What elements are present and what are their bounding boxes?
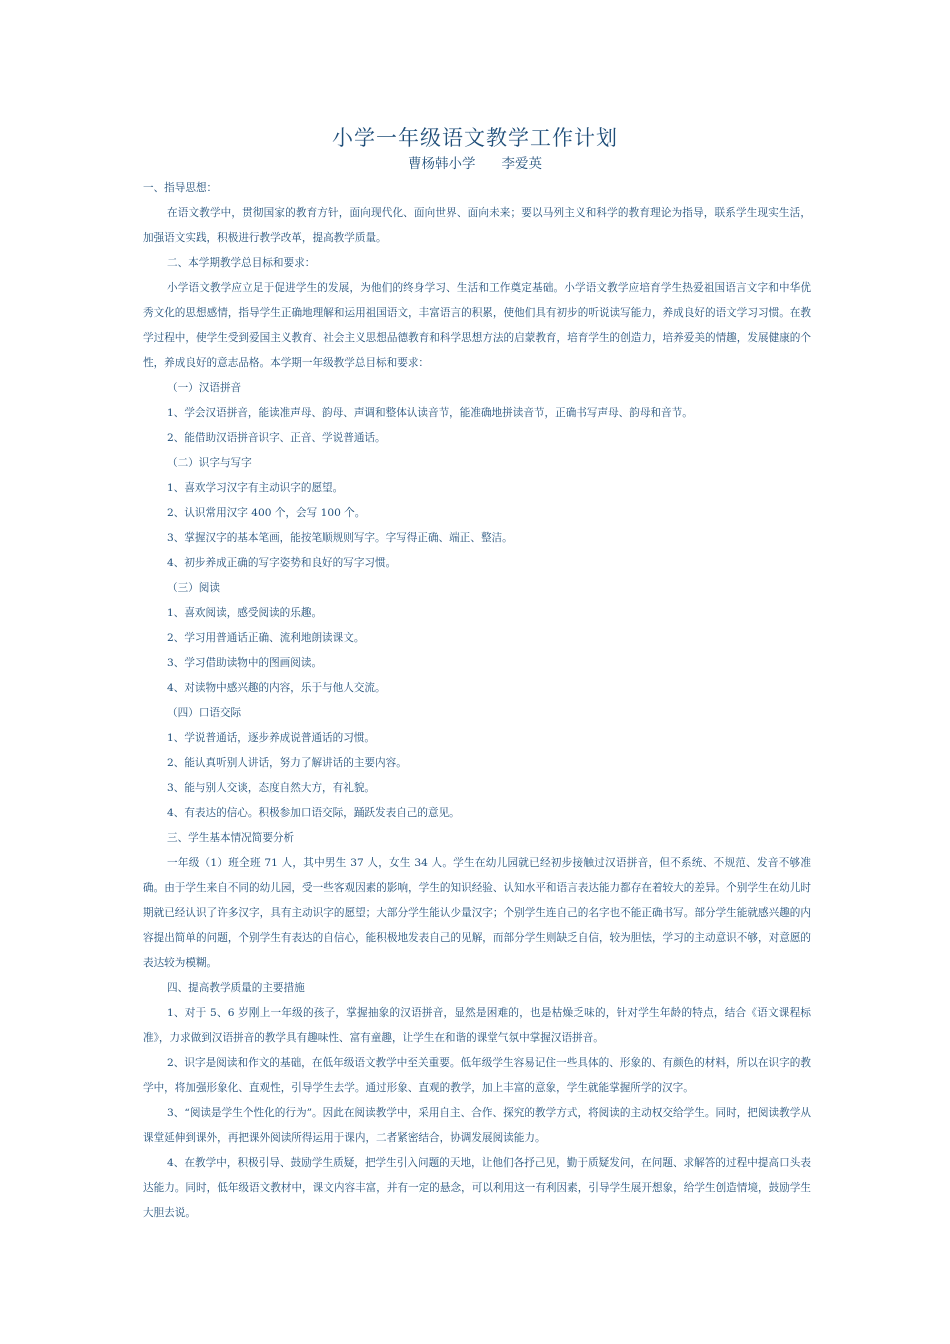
- list-item: 2、能借助汉语拼音识字、正音、学说普通话。: [167, 432, 386, 444]
- section-heading: 三、学生基本情况简要分析: [167, 832, 295, 844]
- paragraph: 在语文教学中，贯彻国家的教育方针，面向现代化、面向世界、面向未来；要以马列主义和科学的教育理论为指导，联系学生现实生活，加强语文实践，积极进行教学改革，提高教学质量。: [143, 207, 811, 244]
- paragraph: 1、对于 5、6 岁刚上一年级的孩子，掌握抽象的汉语拼音，显然是困难的，也是枯燥乏味的，针对学生年龄的特点，结合《语文课程标准》，力求做到汉语拼音的教学具有趣味性、富有童趣，让学生在和谐的课堂气氛中掌握汉语拼音。: [143, 1007, 811, 1044]
- subsection-heading: （二）识字与写字: [167, 457, 252, 469]
- section-heading: 四、提高教学质量的主要措施: [167, 982, 305, 994]
- subsection-heading: （一）汉语拼音: [167, 382, 242, 394]
- list-item: 1、喜欢学习汉字有主动识字的愿望。: [167, 482, 344, 494]
- paragraph: 一年级（1）班全班 71 人，其中男生 37 人，女生 34 人。学生在幼儿园就已经初步接触过汉语拼音，但不系统、不规范、发音不够准确。由于学生来自不同的幼儿园，受一些客观因素的影响，学生的知识经验、认知水平和语言表达能力都存在着较大的差异。个别学生在幼儿时期就已经认识了许多汉字，具有主动识字的愿望；大部分学生能认少量汉字；个别学生连自己的名字也不能正确书写。部分学生能就感兴趣的内容提出简单的问题，个别学生有表达的自信心，能积极地发表自己的见解，而部分学生则缺乏自信，较为胆怯，学习的主动意识不够，对意愿的表达较为模糊。: [143, 857, 811, 969]
- list-item: 4、有表达的信心。积极参加口语交际，踊跃发表自己的意见。: [167, 807, 460, 819]
- subsection-heading: （三）阅读: [167, 582, 220, 594]
- list-item: 3、掌握汉字的基本笔画，能按笔顺规则写字。字写得正确、端正、整洁。: [167, 532, 513, 544]
- document-title: 小学一年级语文教学工作计划: [332, 126, 618, 150]
- paragraph: 2、识字是阅读和作文的基础，在低年级语文教学中至关重要。低年级学生容易记住一些具体的、形象的、有颜色的材料，所以在识字的教学中，将加强形象化、直观性，引导学生去学。通过形象、直观的教学，加上丰富的意象，学生就能掌握所学的汉字。: [143, 1057, 811, 1094]
- list-item: 2、认识常用汉字 400 个，会写 100 个。: [167, 507, 366, 519]
- paragraph: 3、“阅读是学生个性化的行为”。因此在阅读教学中，采用自主、合作、探究的教学方式，将阅读的主动权交给学生。同时，把阅读教学从课堂延伸到课外，再把课外阅读所得运用于课内，二者紧密结合，协调发展阅读能力。: [143, 1107, 811, 1144]
- list-item: 3、能与别人交谈，态度自然大方，有礼貌。: [167, 782, 376, 794]
- document-body: [143, 176, 811, 1226]
- paragraph: 小学语文教学应立足于促进学生的发展，为他们的终身学习、生活和工作奠定基础。小学语文教学应培育学生热爱祖国语言文字和中华优秀文化的思想感情，指导学生正确地理解和运用祖国语文，丰富语言的积累，使他们具有初步的听说读写能力，养成良好的语文学习习惯。在教学过程中，使学生受到爱国主义教育、社会主义思想品德教育和科学思想方法的启蒙教育，培育学生的创造力，培养爱美的情趣，发展健康的个性，养成良好的意志品格。本学期一年级教学总目标和要求：: [143, 282, 811, 369]
- list-item: 3、学习借助读物中的图画阅读。: [167, 657, 323, 669]
- list-item: 1、学说普通话，逐步养成说普通话的习惯。: [167, 732, 376, 744]
- list-item: 2、能认真听别人讲话，努力了解讲话的主要内容。: [167, 757, 407, 769]
- paragraph: 4、在教学中，积极引导、鼓励学生质疑，把学生引入问题的天地，让他们各抒己见，勤于质疑发问，在问题、求解答的过程中提高口头表达能力。同时，低年级语文教材中，课文内容丰富，并有一定的悬念，可以利用这一有利因素，引导学生展开想象，给学生创造情境，鼓励学生大胆去说。: [143, 1157, 811, 1219]
- section-heading: 一、指导思想：: [143, 182, 218, 194]
- list-item: 2、学习用普通话正确、流利地朗读课文。: [167, 632, 365, 644]
- section-heading: 二、本学期教学总目标和要求：: [167, 257, 316, 269]
- list-item: 4、初步养成正确的写字姿势和良好的写字习惯。: [167, 557, 397, 569]
- subsection-heading: （四）口语交际: [167, 707, 242, 719]
- list-item: 4、对读物中感兴趣的内容，乐于与他人交流。: [167, 682, 386, 694]
- list-item: 1、喜欢阅读，感受阅读的乐趣。: [167, 607, 323, 619]
- document-byline: [0, 152, 950, 172]
- author-name: 李爱英: [501, 156, 542, 172]
- list-item: 1、学会汉语拼音，能读准声母、韵母、声调和整体认读音节，能准确地拼读音节，正确书写声母、韵母和音节。: [167, 407, 693, 419]
- school-name: 曹杨韩小学: [408, 156, 476, 172]
